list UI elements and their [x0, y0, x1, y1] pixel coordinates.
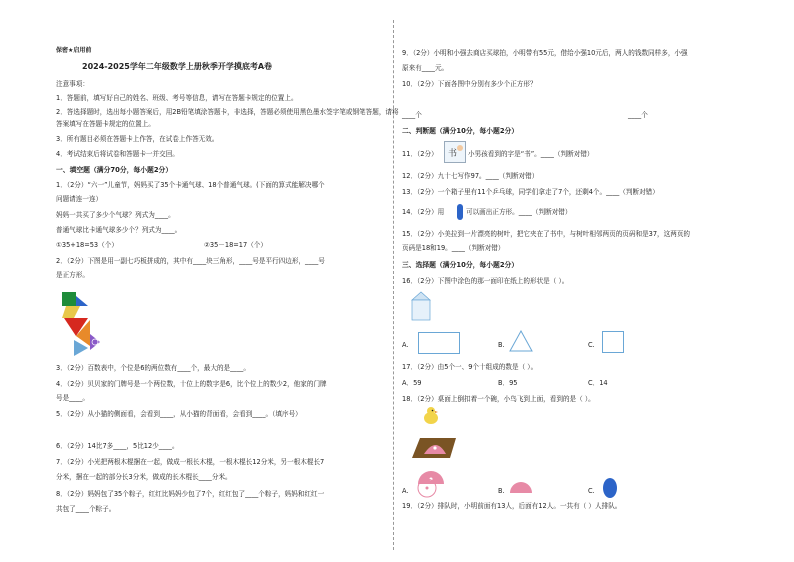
- question-4-line: 号是____。: [56, 394, 89, 402]
- question-6: 6．（2分）14比7多____，5比12少____。: [56, 442, 179, 450]
- question-19: 19．（2分）排队时，小明前面有13人，后面有12人。一共有（ ）人排队。: [402, 502, 622, 510]
- tangram-small-triangle: [76, 296, 88, 306]
- question-9-line: 原来有____元。: [402, 64, 449, 72]
- rectangle-shape: [418, 332, 460, 354]
- tangram-small-triangle: [90, 334, 100, 350]
- note-item: 4．考试结束后将试卷和答题卡一并交回。: [56, 150, 179, 158]
- question-10-answer-left: ____个: [402, 111, 422, 119]
- question-1: 1．（2分）“六一”儿童节，妈妈买了35个卡通气球、18个普通气球。(下面的算式能解决哪个: [56, 181, 325, 189]
- question-1-option: ②35－18=17（个）: [204, 241, 267, 249]
- question-1-line: 问题请连一连）: [56, 195, 103, 203]
- note-item: 1．答题前，填写好自己的姓名、班级、考号等信息，请写在答题卡规定的位置上。: [56, 94, 298, 102]
- question-1-option: ①35+18=53（个）: [56, 241, 118, 249]
- prism-roof: [412, 292, 430, 300]
- mirror-character: 书: [448, 149, 458, 159]
- question-11-number: 11．（2分）: [402, 150, 438, 158]
- bowl-on-table-figure: [410, 432, 458, 460]
- option-c-label: C.: [588, 487, 595, 495]
- question-18: 18．（2分）桌面上倒扣着一个碗，小鸟飞到上面，看到的是（ ）。: [402, 395, 595, 403]
- question-14-end: 可以画出正方形。____（判断对错）: [466, 208, 572, 216]
- prism-body: [412, 300, 430, 320]
- question-8-line: 共包了____个粽子。: [56, 505, 116, 513]
- notes-heading: 注意事项：: [56, 80, 89, 88]
- option-c-label: C.: [588, 341, 595, 349]
- question-11-text: 小男孩看到的字是“书”。____（判断对错）: [468, 150, 594, 158]
- column-divider: [393, 20, 394, 550]
- right-column: [402, 0, 762, 562]
- option-b-label: B.: [498, 341, 505, 349]
- question-13: 13．（2分）一个箱子里有11个乒乓球，同学们拿走了7个，还剩4个。____（判断对错）: [402, 188, 659, 196]
- boy-face-icon: [457, 145, 463, 151]
- semicircle-fill: [510, 482, 532, 493]
- question-10-answer-right: ____个: [628, 111, 648, 119]
- option-a-label: A.: [402, 341, 409, 349]
- question-4: 4．（2分）贝贝家的门牌号是一个两位数，十位上的数字是6，比个位上的数少2，他家的门牌: [56, 380, 327, 388]
- triangle-outline: [510, 331, 532, 351]
- question-7-line: 分米，捆在一起的部分长3分米，做成的长木棍长____分米。: [56, 473, 232, 481]
- question-3: 3．（2分）百数表中，个位是6的两位数有____个，最大的是____。: [56, 364, 250, 372]
- bird-beak: [435, 411, 438, 413]
- section-heading-judge: 二、判断题（满分10分，每小题2分）: [402, 127, 519, 135]
- secret-label: 保密★启用前: [56, 47, 92, 54]
- question-10: 10．（2分）下面各图中分别有多少个正方形？: [402, 80, 537, 88]
- triangle-shape: [509, 330, 533, 352]
- question-1-line: 妈妈一共买了多少个气球？列式为____。: [56, 211, 175, 219]
- semicircle-option-shape: [509, 478, 533, 494]
- note-item: 3．所有题目必须在答题卡上作答，在试卷上作答无效。: [56, 135, 219, 143]
- square-shape: [602, 331, 624, 353]
- option-b-label: B.: [498, 487, 505, 495]
- bird-head: [427, 407, 435, 415]
- question-15-line: 页码是18和19。____（判断对错）: [402, 244, 505, 252]
- page-title: 2024-2025学年二年级数学上册秋季开学摸底考A卷: [82, 62, 273, 71]
- cylinder-block-icon: [457, 204, 463, 220]
- question-9: 9．（2分）小明和小强去商店买球拍，小明带有55元，借给小强10元后，两人的钱数同样多，小强: [402, 49, 688, 57]
- question-11: [468, 150, 594, 159]
- question-2-line: 是正方形。: [56, 271, 89, 279]
- oval-option-shape: [600, 476, 620, 500]
- option-a-label: A.: [402, 487, 409, 495]
- bird-icon: [420, 405, 442, 427]
- question-7: 7．（2分）小光把两根木棍捆在一起，做成一根长木棍，一根木棍长12分米，另一根木棍长7: [56, 458, 325, 466]
- circle-option-shape: [416, 478, 438, 498]
- option-c: C．14: [588, 379, 608, 387]
- tangram-parallelogram: [62, 306, 80, 318]
- option-a: A．59: [402, 379, 422, 387]
- tangram-square: [62, 292, 76, 306]
- question-2: 2．（2分）下图是用一副七巧板拼成的，其中有____块三角形，____号是平行四边形，____号: [56, 257, 325, 265]
- bird-eye: [432, 410, 434, 412]
- question-8: 8．（2分）妈妈包了35个粽子，红红比妈妈少包了7个，红红包了____个粽子，妈妈和红红一: [56, 490, 325, 498]
- option-b: B．95: [498, 379, 518, 387]
- bowl-dot: [433, 446, 436, 449]
- question-17: 17．（2分）由5个一、9个十组成的数是（ ）。: [402, 363, 538, 371]
- question-5: 5．（2分）从小猫的侧面看，会看到____，从小猫的背面看，会看到____。（填序号）: [56, 410, 302, 418]
- question-12: 12．（2分）九十七写作97。____（判断对错）: [402, 172, 539, 180]
- left-column: [56, 0, 399, 562]
- question-15: 15．（2分）小美拉到一片漂亮的树叶，把它夹在了书中，与树叶相邻两页的页码和是37，这两页的: [402, 230, 691, 238]
- section-heading-choice: 三、选择题（满分10分，每小题2分）: [402, 261, 519, 269]
- section-heading-fill: 一、填空题（满分70分，每小题2分）: [56, 166, 173, 174]
- tangram-figure: [60, 290, 104, 362]
- question-1-line: 普通气球比卡通气球多少个？列式为____。: [56, 226, 182, 234]
- note-item: 答案填写在答题卡规定的位置上。: [56, 120, 155, 128]
- note-item: 2．答选择题时，选出每小题答案后，用2B铅笔填涂答题卡，非选择，答题必须使用黑色墨水签字笔或钢笔答题，请将: [56, 108, 399, 116]
- prism-figure: [410, 290, 432, 322]
- oval-fill: [603, 478, 617, 498]
- circle-dot: [426, 487, 429, 490]
- question-16: 16．（2分）下图中涂色的那一面印在纸上的形状是（ ）。: [402, 277, 569, 285]
- boy-mirror-picture: [444, 141, 466, 163]
- question-14-start: 14．（2分）用: [402, 208, 445, 216]
